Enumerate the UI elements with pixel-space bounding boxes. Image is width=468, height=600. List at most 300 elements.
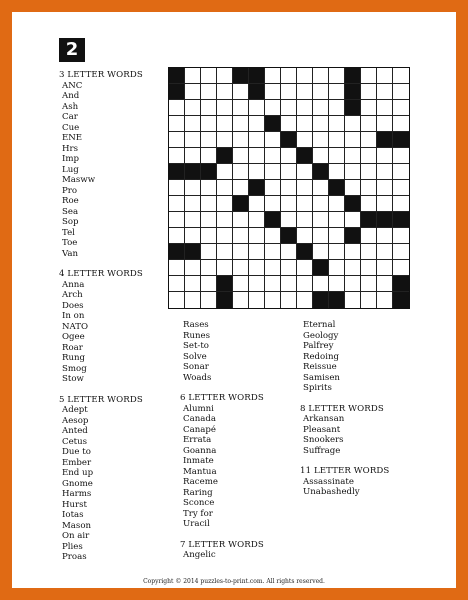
grid-cell[interactable] [329, 244, 345, 260]
word-list-item: Ogee [62, 332, 85, 342]
word-list-item: Sconce [183, 498, 215, 508]
grid-cell[interactable] [345, 244, 361, 260]
grid-cell[interactable] [297, 132, 313, 148]
grid-cell[interactable] [313, 228, 329, 244]
grid-cell[interactable] [201, 244, 217, 260]
grid-cell[interactable] [297, 260, 313, 276]
grid-cell[interactable] [361, 84, 377, 100]
word-list-item: Anna [62, 279, 85, 290]
grid-cell[interactable] [169, 132, 185, 148]
grid-cell[interactable] [297, 196, 313, 212]
grid-cell[interactable] [233, 260, 249, 276]
grid-cell[interactable] [281, 276, 297, 292]
crossword-grid [168, 67, 410, 309]
grid-cell[interactable] [297, 68, 313, 84]
grid-cell[interactable] [361, 100, 377, 116]
grid-cell[interactable] [201, 212, 217, 228]
grid-cell[interactable] [329, 100, 345, 116]
grid-cell[interactable] [217, 212, 233, 228]
grid-cell[interactable] [313, 276, 329, 292]
grid-cell-black [393, 212, 409, 228]
grid-cell[interactable] [169, 180, 185, 196]
grid-cell-black [377, 212, 393, 228]
copyright-notice: Copyright © 2014 puzzles-to-print.com. All rights reserved. [143, 578, 325, 585]
grid-cell[interactable] [233, 228, 249, 244]
grid-cell[interactable] [377, 116, 393, 132]
word-list-item: On air [62, 531, 90, 541]
word-list-item: Redoing [303, 351, 340, 362]
grid-cell[interactable] [377, 228, 393, 244]
word-list-column-3 [300, 320, 410, 498]
grid-cell[interactable] [393, 84, 409, 100]
word-list-item: Errata [183, 435, 212, 445]
grid-cell[interactable] [265, 196, 281, 212]
grid-cell[interactable] [345, 292, 361, 308]
grid-cell[interactable] [185, 180, 201, 196]
grid-cell[interactable] [233, 148, 249, 164]
grid-cell[interactable] [265, 132, 281, 148]
grid-cell[interactable] [313, 180, 329, 196]
word-list-item: Uracil [183, 519, 210, 529]
word-list-item: ENE [62, 133, 83, 143]
grid-cell[interactable] [329, 164, 345, 180]
grid-cell[interactable] [345, 132, 361, 148]
grid-cell[interactable] [361, 228, 377, 244]
word-list-item: Due to [62, 447, 91, 457]
grid-cell[interactable] [217, 132, 233, 148]
grid-cell[interactable] [281, 212, 297, 228]
grid-cell[interactable] [169, 212, 185, 228]
grid-cell[interactable] [297, 212, 313, 228]
grid-cell[interactable] [217, 116, 233, 132]
grid-cell[interactable] [361, 164, 377, 180]
grid-cell[interactable] [185, 212, 201, 228]
grid-cell-black [393, 132, 409, 148]
grid-cell[interactable] [249, 244, 265, 260]
word-list-heading: 8 LETTER WORDS [300, 403, 384, 414]
grid-cell[interactable] [361, 196, 377, 212]
grid-cell[interactable] [249, 228, 265, 244]
word-list-item: Solve [183, 351, 207, 362]
word-list-item: Imp [62, 154, 80, 164]
grid-cell[interactable] [201, 68, 217, 84]
grid-cell-black [249, 180, 265, 196]
grid-cell[interactable] [281, 260, 297, 276]
grid-cell[interactable] [377, 260, 393, 276]
grid-cell[interactable] [361, 244, 377, 260]
word-list-item: Try for [183, 508, 213, 519]
word-list-item: Does [62, 300, 84, 311]
grid-cell[interactable] [329, 228, 345, 244]
grid-cell[interactable] [185, 276, 201, 292]
grid-cell[interactable] [265, 276, 281, 292]
word-list-item: Snookers [303, 435, 344, 445]
grid-cell[interactable] [377, 148, 393, 164]
word-list-item: Cue [62, 122, 80, 133]
word-list-item: Van [62, 248, 79, 259]
grid-cell-black [345, 84, 361, 100]
word-list-item: Masww [62, 175, 96, 185]
grid-cell[interactable] [265, 228, 281, 244]
word-list-item: Pro [62, 185, 78, 196]
grid-cell[interactable] [393, 196, 409, 212]
word-list-item: Unabashedly [303, 487, 360, 497]
grid-cell[interactable] [377, 180, 393, 196]
word-list-item: Sop [62, 217, 79, 227]
grid-cell[interactable] [345, 116, 361, 132]
grid-cell[interactable] [329, 276, 345, 292]
grid-cell[interactable] [393, 164, 409, 180]
grid-cell-black [185, 244, 201, 260]
grid-cell-black [185, 164, 201, 180]
word-list-item: Goanna [183, 445, 217, 456]
word-list-item: Car [62, 112, 78, 122]
grid-cell[interactable] [217, 196, 233, 212]
word-list-heading: 6 LETTER WORDS [180, 393, 264, 403]
grid-cell[interactable] [297, 292, 313, 308]
grid-cell[interactable] [393, 116, 409, 132]
grid-cell[interactable] [377, 276, 393, 292]
grid-cell[interactable] [265, 260, 281, 276]
grid-cell[interactable] [393, 244, 409, 260]
grid-cell[interactable] [281, 116, 297, 132]
grid-cell[interactable] [345, 148, 361, 164]
grid-cell[interactable] [201, 116, 217, 132]
grid-cell[interactable] [201, 292, 217, 308]
grid-cell-black [345, 196, 361, 212]
grid-cell[interactable] [185, 132, 201, 148]
grid-cell[interactable] [249, 148, 265, 164]
section-gap [59, 385, 169, 395]
grid-cell[interactable] [169, 100, 185, 116]
grid-cell[interactable] [361, 260, 377, 276]
grid-cell[interactable] [217, 68, 233, 84]
grid-cell[interactable] [345, 180, 361, 196]
grid-cell[interactable] [185, 100, 201, 116]
grid-cell[interactable] [201, 276, 217, 292]
grid-cell[interactable] [185, 68, 201, 84]
grid-cell[interactable] [281, 196, 297, 212]
grid-cell[interactable] [185, 292, 201, 308]
grid-cell[interactable] [249, 132, 265, 148]
grid-cell[interactable] [313, 148, 329, 164]
grid-cell[interactable] [265, 148, 281, 164]
grid-cell[interactable] [281, 100, 297, 116]
grid-cell[interactable] [329, 148, 345, 164]
word-list-item: Pleasant [303, 424, 341, 435]
grid-cell[interactable] [361, 276, 377, 292]
grid-cell[interactable] [169, 276, 185, 292]
grid-cell-black [297, 148, 313, 164]
section-gap [300, 394, 410, 404]
word-list-item: Hrs [62, 143, 79, 154]
grid-cell-black [265, 116, 281, 132]
grid-cell[interactable] [233, 244, 249, 260]
word-list-item: In on [62, 311, 85, 321]
grid-cell[interactable] [233, 132, 249, 148]
grid-cell[interactable] [313, 84, 329, 100]
word-list-item: Smog [62, 363, 87, 374]
word-list-item: Rases [183, 320, 209, 330]
word-list-item: Anted [62, 426, 88, 436]
grid-cell[interactable] [281, 292, 297, 308]
word-list-item: Aesop [62, 415, 89, 426]
grid-cell[interactable] [281, 164, 297, 180]
grid-cell-black [345, 68, 361, 84]
word-list-heading: 5 LETTER WORDS [59, 394, 143, 405]
grid-cell[interactable] [313, 100, 329, 116]
grid-cell[interactable] [265, 84, 281, 100]
word-list-item: Iotas [62, 510, 84, 520]
word-list-item: Sea [62, 206, 79, 217]
grid-cell[interactable] [249, 164, 265, 180]
grid-cell-black [313, 164, 329, 180]
grid-cell[interactable] [297, 276, 313, 292]
word-list-item: Ash [62, 101, 79, 112]
grid-cell[interactable] [217, 228, 233, 244]
word-list-heading: 11 LETTER WORDS [300, 466, 390, 476]
word-list-column-2 [180, 320, 290, 561]
grid-cell[interactable] [361, 68, 377, 84]
word-list-item: Roe [62, 196, 79, 206]
grid-cell[interactable] [361, 292, 377, 308]
grid-cell[interactable] [393, 260, 409, 276]
grid-cell-black [361, 212, 377, 228]
grid-cell[interactable] [377, 164, 393, 180]
grid-cell[interactable] [217, 244, 233, 260]
word-list-item: Lug [62, 164, 79, 175]
grid-cell[interactable] [329, 196, 345, 212]
grid-cell[interactable] [201, 196, 217, 212]
word-list-item: Canapé [183, 424, 216, 435]
grid-cell-black [169, 164, 185, 180]
grid-cell[interactable] [265, 68, 281, 84]
grid-cell[interactable] [329, 116, 345, 132]
grid-cell[interactable] [345, 276, 361, 292]
grid-cell[interactable] [265, 180, 281, 196]
grid-cell[interactable] [377, 84, 393, 100]
word-list-item: Roar [62, 342, 83, 353]
grid-cell[interactable] [217, 100, 233, 116]
grid-cell[interactable] [233, 164, 249, 180]
grid-cell[interactable] [217, 164, 233, 180]
grid-cell[interactable] [201, 148, 217, 164]
word-list-item: Raring [183, 487, 213, 498]
grid-cell[interactable] [313, 132, 329, 148]
word-list-item: Inmate [183, 456, 214, 466]
grid-cell[interactable] [281, 180, 297, 196]
grid-cell-black [217, 292, 233, 308]
grid-cell[interactable] [345, 164, 361, 180]
grid-cell[interactable] [377, 68, 393, 84]
grid-cell[interactable] [249, 196, 265, 212]
grid-cell[interactable] [185, 148, 201, 164]
grid-cell[interactable] [265, 244, 281, 260]
grid-cell[interactable] [185, 228, 201, 244]
grid-cell[interactable] [297, 100, 313, 116]
grid-cell-black [329, 180, 345, 196]
grid-cell[interactable] [169, 260, 185, 276]
word-list-item: Spirits [303, 383, 332, 393]
word-list-heading: 3 LETTER WORDS [59, 70, 143, 80]
grid-cell-black [233, 196, 249, 212]
word-list-item: Mantua [183, 466, 217, 477]
grid-cell[interactable] [329, 260, 345, 276]
word-list-item: NATO [62, 321, 89, 332]
word-list-item: Angelic [183, 550, 216, 560]
grid-cell-black [393, 276, 409, 292]
grid-cell[interactable] [185, 196, 201, 212]
grid-cell[interactable] [265, 164, 281, 180]
grid-cell[interactable] [313, 68, 329, 84]
word-list-item: Samisen [303, 372, 340, 383]
word-list-item: End up [62, 468, 94, 478]
word-list-item: Tel [62, 227, 75, 238]
grid-cell[interactable] [233, 116, 249, 132]
grid-cell[interactable] [361, 116, 377, 132]
grid-cell[interactable] [249, 100, 265, 116]
grid-cell[interactable] [393, 100, 409, 116]
grid-cell[interactable] [329, 212, 345, 228]
grid-cell[interactable] [377, 292, 393, 308]
word-list-heading: 7 LETTER WORDS [180, 539, 264, 550]
word-list-item: Adept [62, 405, 88, 415]
grid-cell[interactable] [393, 68, 409, 84]
word-list-item: Harms [62, 489, 92, 499]
grid-cell[interactable] [249, 116, 265, 132]
grid-cell[interactable] [281, 84, 297, 100]
grid-cell-black [233, 68, 249, 84]
grid-cell[interactable] [297, 84, 313, 100]
grid-cell[interactable] [201, 132, 217, 148]
word-list-item: Geology [303, 330, 339, 341]
word-list-item: Set-to [183, 341, 209, 351]
grid-cell[interactable] [361, 180, 377, 196]
grid-cell[interactable] [249, 292, 265, 308]
grid-cell-black [249, 68, 265, 84]
grid-cell[interactable] [377, 244, 393, 260]
grid-cell[interactable] [185, 260, 201, 276]
grid-cell[interactable] [169, 228, 185, 244]
word-list-item: Mason [62, 520, 92, 531]
grid-cell[interactable] [185, 84, 201, 100]
grid-cell[interactable] [297, 228, 313, 244]
grid-cell[interactable] [233, 180, 249, 196]
grid-cell-black [393, 292, 409, 308]
grid-cell-black [169, 244, 185, 260]
grid-cell[interactable] [249, 212, 265, 228]
grid-cell-black [377, 132, 393, 148]
section-gap [180, 530, 290, 540]
grid-cell[interactable] [361, 148, 377, 164]
grid-cell[interactable] [297, 180, 313, 196]
grid-cell[interactable] [313, 212, 329, 228]
grid-cell[interactable] [361, 132, 377, 148]
grid-cell[interactable] [313, 196, 329, 212]
grid-cell[interactable] [169, 292, 185, 308]
section-gap [59, 259, 169, 269]
grid-cell[interactable] [281, 148, 297, 164]
word-list-item: Rung [62, 353, 86, 363]
word-list-item: Suffrage [303, 445, 341, 456]
word-list-item: Arkansan [303, 414, 345, 424]
grid-cell[interactable] [201, 100, 217, 116]
grid-cell[interactable] [265, 100, 281, 116]
grid-cell[interactable] [249, 276, 265, 292]
grid-cell[interactable] [249, 260, 265, 276]
grid-cell[interactable] [345, 212, 361, 228]
grid-cell[interactable] [393, 228, 409, 244]
word-list-item: Gnome [62, 478, 93, 489]
grid-cell-black [265, 212, 281, 228]
grid-cell[interactable] [169, 196, 185, 212]
grid-cell[interactable] [217, 180, 233, 196]
word-list-item: Woads [183, 372, 212, 383]
grid-cell[interactable] [281, 68, 297, 84]
grid-cell[interactable] [217, 84, 233, 100]
word-list-item: Arch [62, 290, 83, 300]
grid-cell[interactable] [185, 116, 201, 132]
word-list-item: Cetus [62, 436, 88, 447]
word-list-item: Stow [62, 374, 84, 384]
grid-cell-black [217, 148, 233, 164]
grid-cell[interactable] [217, 260, 233, 276]
grid-cell[interactable] [281, 244, 297, 260]
grid-cell[interactable] [233, 292, 249, 308]
grid-cell[interactable] [393, 180, 409, 196]
word-list-column-1 [59, 70, 169, 563]
grid-cell-black [313, 260, 329, 276]
grid-cell[interactable] [233, 276, 249, 292]
grid-cell-black [217, 276, 233, 292]
word-list-item: Eternal [303, 320, 336, 330]
grid-cell-black [169, 68, 185, 84]
word-list-item: Runes [183, 330, 211, 341]
section-gap [300, 456, 410, 466]
grid-cell[interactable] [201, 84, 217, 100]
word-list-item: Canada [183, 414, 216, 424]
grid-cell[interactable] [377, 196, 393, 212]
grid-cell[interactable] [265, 292, 281, 308]
grid-cell[interactable] [169, 116, 185, 132]
grid-cell[interactable] [393, 148, 409, 164]
grid-cell[interactable] [329, 84, 345, 100]
grid-cell[interactable] [233, 212, 249, 228]
grid-cell[interactable] [297, 164, 313, 180]
grid-cell[interactable] [233, 100, 249, 116]
grid-cell[interactable] [201, 228, 217, 244]
word-list-item: Raceme [183, 477, 218, 487]
grid-cell[interactable] [329, 68, 345, 84]
grid-cell[interactable] [233, 84, 249, 100]
grid-cell-black [297, 244, 313, 260]
grid-cell[interactable] [201, 180, 217, 196]
grid-cell[interactable] [169, 148, 185, 164]
word-list-item: ANC [62, 80, 83, 91]
grid-cell-black [329, 292, 345, 308]
grid-cell[interactable] [297, 116, 313, 132]
word-list-item: Palfrey [303, 341, 334, 351]
grid-cell[interactable] [345, 260, 361, 276]
word-list-item: Toe [62, 238, 78, 248]
grid-cell[interactable] [313, 244, 329, 260]
grid-cell[interactable] [313, 116, 329, 132]
grid-cell[interactable] [329, 132, 345, 148]
grid-cell-black [345, 228, 361, 244]
grid-cell[interactable] [377, 100, 393, 116]
grid-cell[interactable] [201, 260, 217, 276]
word-list-item: Reissue [303, 362, 337, 372]
